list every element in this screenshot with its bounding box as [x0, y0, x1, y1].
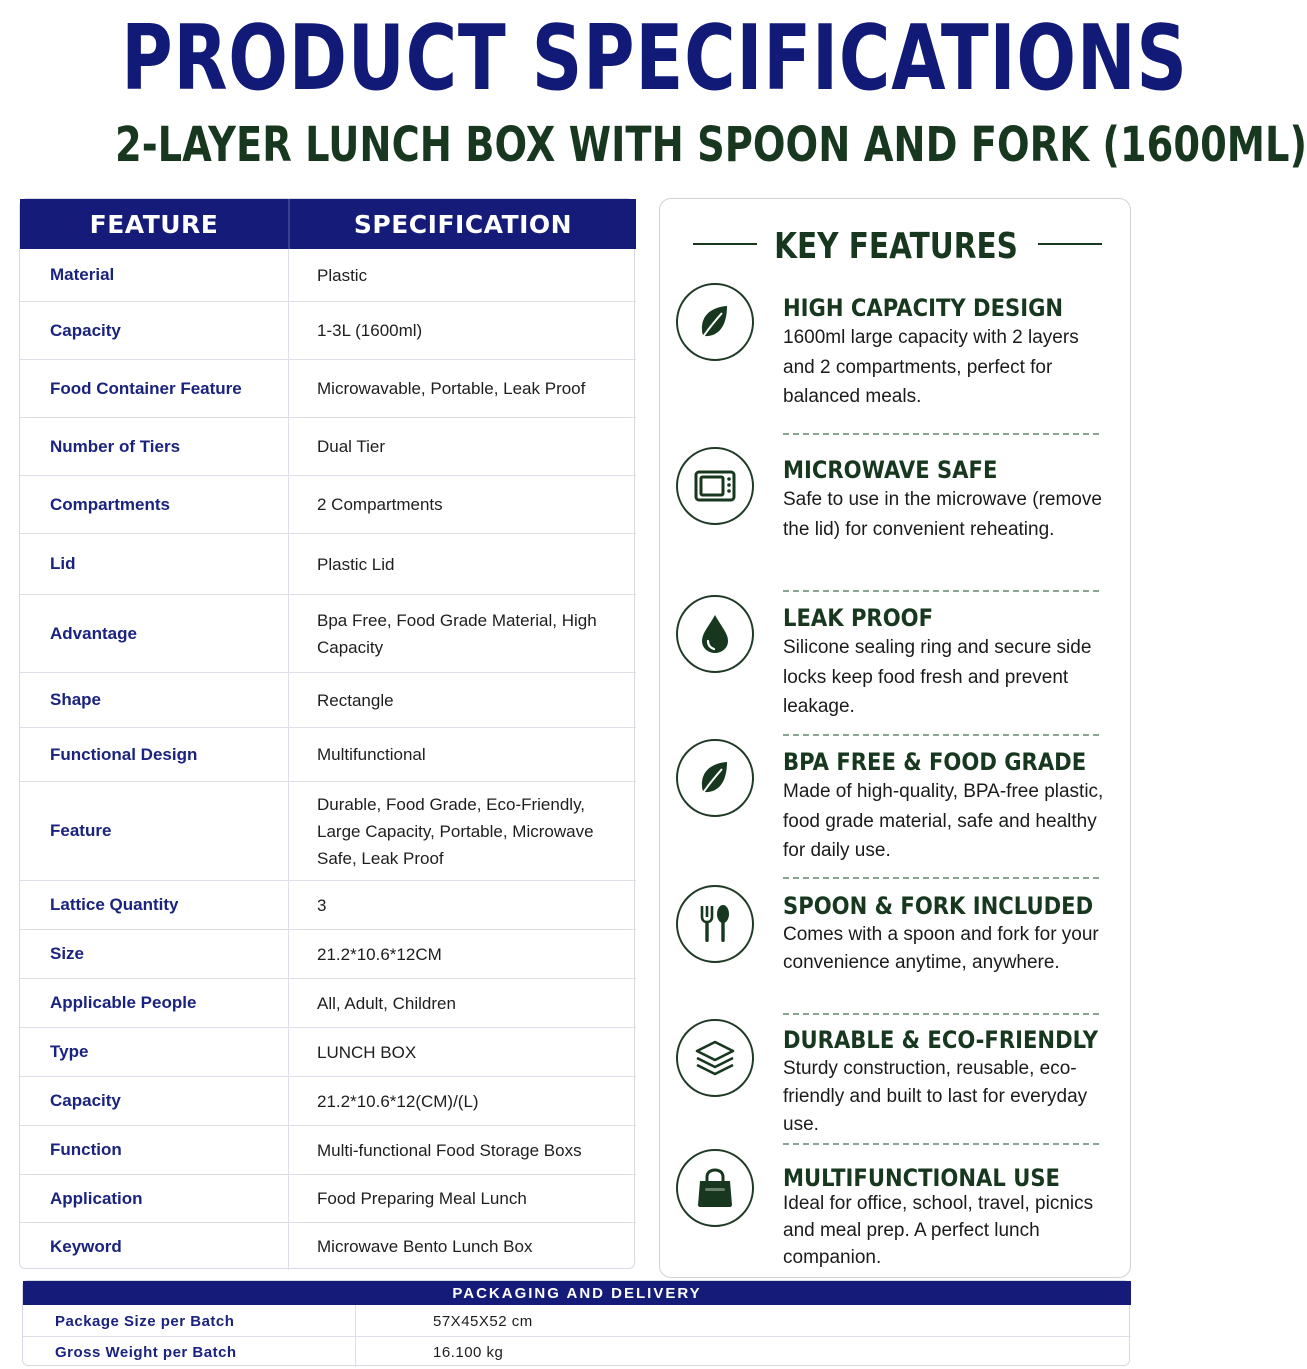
feature-label: Function: [50, 1140, 122, 1159]
table-row: [20, 534, 636, 595]
feature-label: Type: [50, 1042, 89, 1061]
spec-table-header: [20, 199, 636, 249]
table-row: [20, 249, 636, 302]
spec-value: Durable, Food Grade, Eco-Friendly, Large Capacity, Portable, Microwave Safe, Leak Proof: [317, 794, 594, 868]
feature-label: Application: [50, 1188, 143, 1208]
leaf-icon: [676, 283, 754, 361]
table-row: [20, 979, 636, 1028]
dashed-separator: [783, 734, 1099, 736]
feature-label: Size: [50, 944, 85, 963]
header-specification: SPECIFICATION: [288, 199, 636, 249]
packaging-title: PACKAGING AND DELIVERY: [23, 1281, 1131, 1305]
feature-title: SPOON & FORK INCLUDED: [783, 892, 1094, 920]
spec-value: All, Adult, Children: [317, 993, 456, 1013]
spec-value: 2 Compartments: [317, 495, 443, 514]
feature-label: Material: [50, 265, 115, 284]
table-row: [20, 728, 636, 782]
feature-title: DURABLE & ECO-FRIENDLY: [783, 1026, 1099, 1054]
feature-title: LEAK PROOF: [783, 604, 934, 632]
spec-value: LUNCH BOX: [317, 1042, 417, 1062]
dashed-separator: [783, 590, 1099, 592]
feature-title: HIGH CAPACITY DESIGN: [783, 294, 1064, 322]
table-row: [20, 673, 636, 728]
key-features-panel: [659, 198, 1131, 1278]
feature-label: Shape: [50, 690, 102, 709]
feature-label: Lattice Quantity: [50, 895, 179, 914]
feature-title: MULTIFUNCTIONAL USE: [783, 1164, 1060, 1192]
dashed-separator: [783, 433, 1099, 435]
key-features-title: KEY FEATURES: [774, 226, 1018, 267]
spec-value: Multifunctional: [317, 745, 426, 764]
packaging-table: [22, 1280, 1130, 1366]
spoon-fork-icon: [676, 885, 754, 963]
table-row: [20, 881, 636, 930]
spec-value: Bpa Free, Food Grade Material, High Capacity: [317, 610, 597, 657]
feature-label: Keyword: [50, 1236, 122, 1256]
product-subtitle: 2-LAYER LUNCH BOX WITH SPOON AND FORK (1600ML): [115, 117, 1307, 173]
feature-label: Functional Design: [50, 744, 198, 764]
packaging-label: Package Size per Batch: [55, 1313, 235, 1330]
table-row: [20, 476, 636, 534]
table-row: [20, 302, 636, 360]
table-row: [20, 418, 636, 476]
spec-value: Multi-functional Food Storage Boxs: [317, 1140, 582, 1160]
spec-value: Dual Tier: [317, 437, 386, 456]
feature-label: Lid: [50, 554, 76, 573]
dashed-separator: [783, 1013, 1099, 1015]
table-row: [20, 1126, 636, 1175]
table-row: [20, 1077, 636, 1126]
packaging-value: 57X45X52 cm: [433, 1313, 533, 1330]
feature-label: Feature: [50, 821, 112, 840]
feature-label: Capacity: [50, 1091, 121, 1110]
table-row: [20, 360, 636, 418]
spec-value: Rectangle: [317, 690, 394, 710]
spec-value: 3: [317, 895, 327, 915]
spec-value: Plastic Lid: [317, 554, 395, 574]
packaging-label: Gross Weight per Batch: [55, 1344, 237, 1361]
spec-value: Food Preparing Meal Lunch: [317, 1189, 527, 1208]
table-row: [20, 930, 636, 979]
feature-label: Capacity: [50, 320, 121, 340]
feature-description: Sturdy construction, reusable, eco-friendly and built to last for everyday use.: [783, 1058, 1088, 1135]
table-row: [20, 782, 636, 881]
leaf-icon: [676, 739, 754, 817]
feature-description: 1600ml large capacity with 2 layers and 2 compartments, perfect for balanced meals.: [783, 327, 1079, 407]
spec-value: Microwavable, Portable, Leak Proof: [317, 379, 586, 398]
feature-label: Food Container Feature: [50, 378, 242, 398]
packaging-value: 16.100 kg: [433, 1344, 504, 1361]
feature-description: Comes with a spoon and fork for your convenience anytime, anywhere.: [783, 924, 1099, 973]
dashed-separator: [783, 1143, 1099, 1145]
feature-description: Ideal for office, school, travel, picnics and meal prep. A perfect lunch companion.: [783, 1193, 1094, 1268]
header-feature: FEATURE: [89, 210, 219, 239]
table-row: [20, 1028, 636, 1077]
spec-value: 1-3L (1600ml): [317, 321, 423, 340]
feature-description: Safe to use in the microwave (remove the lid) for convenient reheating.: [783, 489, 1102, 540]
dashed-separator: [783, 877, 1099, 879]
page-title: PRODUCT SPECIFICATIONS: [121, 6, 1188, 111]
title-rule-right: [1038, 243, 1102, 245]
feature-description: Silicone sealing ring and secure side locks keep food fresh and prevent leakage.: [783, 637, 1092, 717]
feature-title: MICROWAVE SAFE: [783, 456, 998, 484]
bag-icon: [676, 1149, 754, 1227]
table-row: [20, 595, 636, 673]
spec-value: Microwave Bento Lunch Box: [317, 1237, 533, 1256]
spec-value: 21.2*10.6*12(CM)/(L): [317, 1091, 479, 1111]
feature-label: Advantage: [50, 623, 137, 643]
feature-description: Made of high-quality, BPA-free plastic, food grade material, safe and healthy for daily use.: [783, 781, 1104, 861]
layers-icon: [676, 1019, 754, 1097]
feature-label: Applicable People: [50, 993, 197, 1012]
spec-value: Plastic: [317, 265, 368, 285]
table-row: [20, 1175, 636, 1223]
feature-title: BPA FREE & FOOD GRADE: [783, 748, 1087, 776]
feature-label: Compartments: [50, 494, 170, 514]
packaging-row: [23, 1337, 1131, 1367]
water-drop-icon: [676, 595, 754, 673]
spec-table: [19, 198, 635, 1269]
packaging-row: [23, 1306, 1131, 1336]
spec-value: 21.2*10.6*12CM: [317, 944, 442, 964]
table-row: [20, 1223, 636, 1270]
feature-label: Number of Tiers: [50, 436, 181, 456]
microwave-icon: [676, 447, 754, 525]
